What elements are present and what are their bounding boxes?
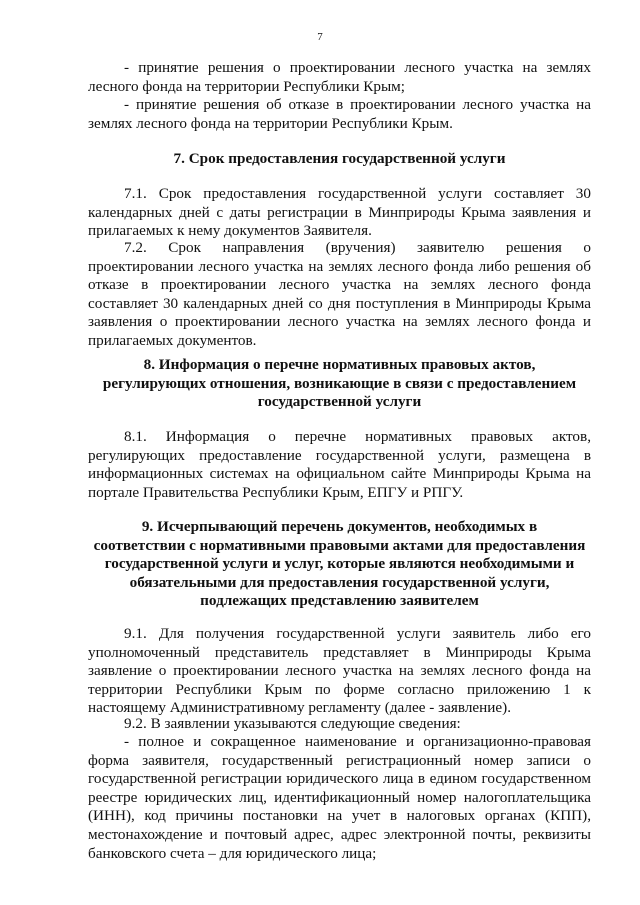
page-number: 7 [317, 31, 323, 43]
paragraph-9-2-item: - полное и сокращенное наименование и организационно-правовая форма заявителя, государственный регистрационный номер записи о государственной регистрации юридического лица в едином государственном реестре юридических лиц, идентификационный номер налогоплательщика (ИНН), код причины постановки на учет в налоговых органах (КПП), местонахождение и почтовый адрес, адрес электронной почты, реквизиты банковского счета – для юридического лица; [88, 733, 591, 862]
section-8-heading-line: государственной услуги [257, 393, 422, 411]
section-8-heading [88, 356, 591, 412]
section-9-heading [88, 518, 591, 611]
section-9-heading-line: обязательными для предоставления государственной услуги, [129, 573, 550, 591]
section-9-heading-line: соответствии с нормативными правовыми актами для предоставления [93, 536, 586, 554]
section-9-heading-line: подлежащих представлению заявителем [200, 592, 479, 610]
bullet-decision-approve: - принятие решения о проектировании лесного участка на землях лесного фонда на территории Республики Крым; [88, 59, 591, 95]
bullet-decision-refuse: - принятие решения об отказе в проектировании лесного участка на землях лесного фонда на территории Республики Крым. [88, 96, 591, 132]
paragraph-7-1: 7.1. Срок предоставления государственной услуги составляет 30 календарных дней с даты регистрации в Минприроды Крыма заявления и прилагаемых к нему документов Заявителя. [88, 185, 591, 240]
paragraph-8-1: 8.1. Информация о перечне нормативных правовых актов, регулирующих предоставление государственной услуги, размещена в информационных системах на официальном сайте Минприроды Крыма на портале Правительства Республики Крым, ЕПГУ и РПГУ. [88, 428, 591, 501]
section-9-heading-line: государственной услуги и услуг, которые являются необходимыми и [104, 555, 575, 573]
paragraph-9-1: 9.1. Для получения государственной услуги заявитель либо его уполномоченный представитель представляет в Минприроды Крыма заявление о проектировании лесного участка на землях лесного фонда на территории Республики Крым по форме согласно приложению 1 к настоящему Административному регламенту (далее - заявление). [88, 625, 591, 717]
section-8-heading-line: 8. Информация о перечне нормативных правовых актов, [143, 356, 536, 373]
section-8-heading-line: регулирующих отношения, возникающие в связи с предоставлением [102, 374, 577, 392]
paragraph-7-2: 7.2. Срок направления (вручения) заявителю решения о проектировании лесного участка на землях лесного фонда либо решения об отказе в проектировании лесного участка на землях лесного фонда составляет 30 календарных дней со дня поступления в Минприроды Крыма заявления о проектировании лесного участка на землях лесного фонда и прилагаемых документов. [88, 239, 591, 349]
section-9-heading-line: 9. Исчерпывающий перечень документов, необходимых в [141, 518, 538, 535]
section-7-heading: 7. Срок предоставления государственной услуги [173, 150, 506, 167]
paragraph-9-2: 9.2. В заявлении указываются следующие сведения: [124, 715, 461, 732]
